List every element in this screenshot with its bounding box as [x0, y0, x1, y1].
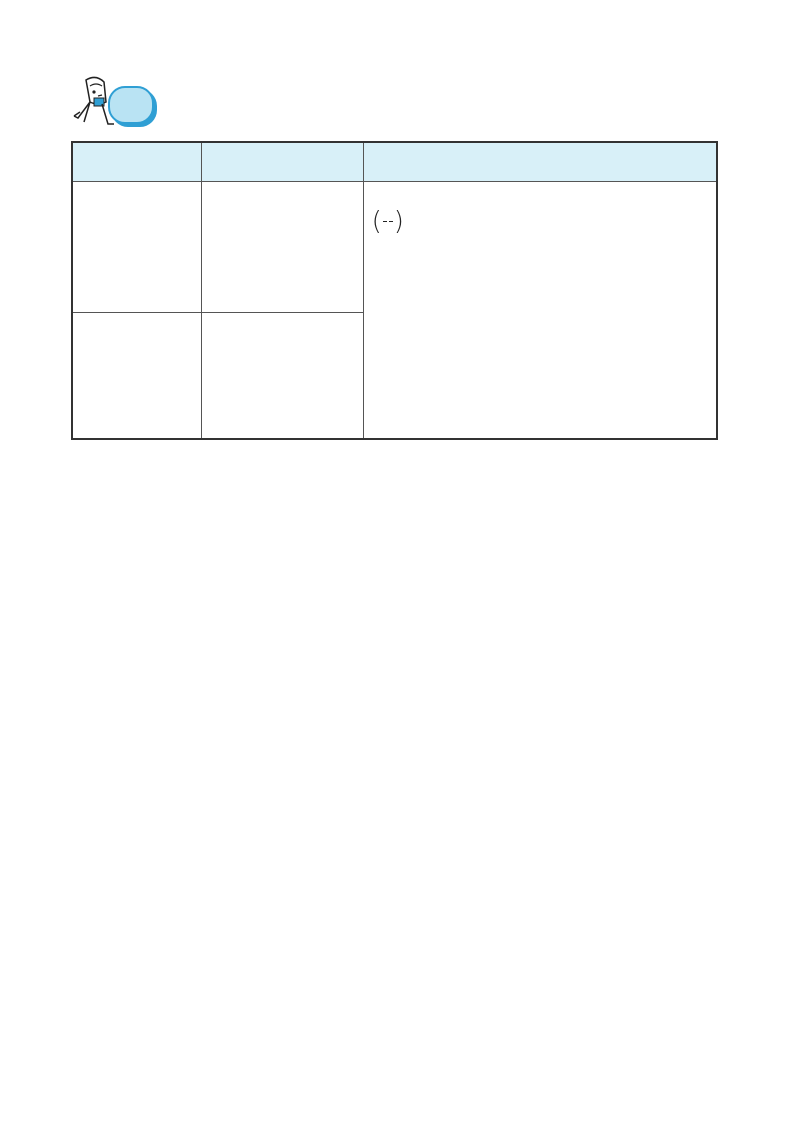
fraction-1-30 — [383, 221, 387, 222]
header-content — [72, 142, 202, 182]
row-label-meaning — [72, 182, 202, 313]
row-point-meaning — [202, 182, 364, 313]
average-table — [71, 141, 718, 440]
fraction-1-50 — [389, 221, 393, 222]
header-hints — [363, 142, 717, 182]
header-points — [202, 142, 364, 182]
section-title — [108, 86, 154, 124]
hint-correct: ( ) — [371, 206, 404, 237]
row-point-method — [202, 313, 364, 440]
row-label-method — [72, 313, 202, 440]
section-header-average — [68, 72, 268, 132]
hint-cell — [363, 182, 717, 440]
